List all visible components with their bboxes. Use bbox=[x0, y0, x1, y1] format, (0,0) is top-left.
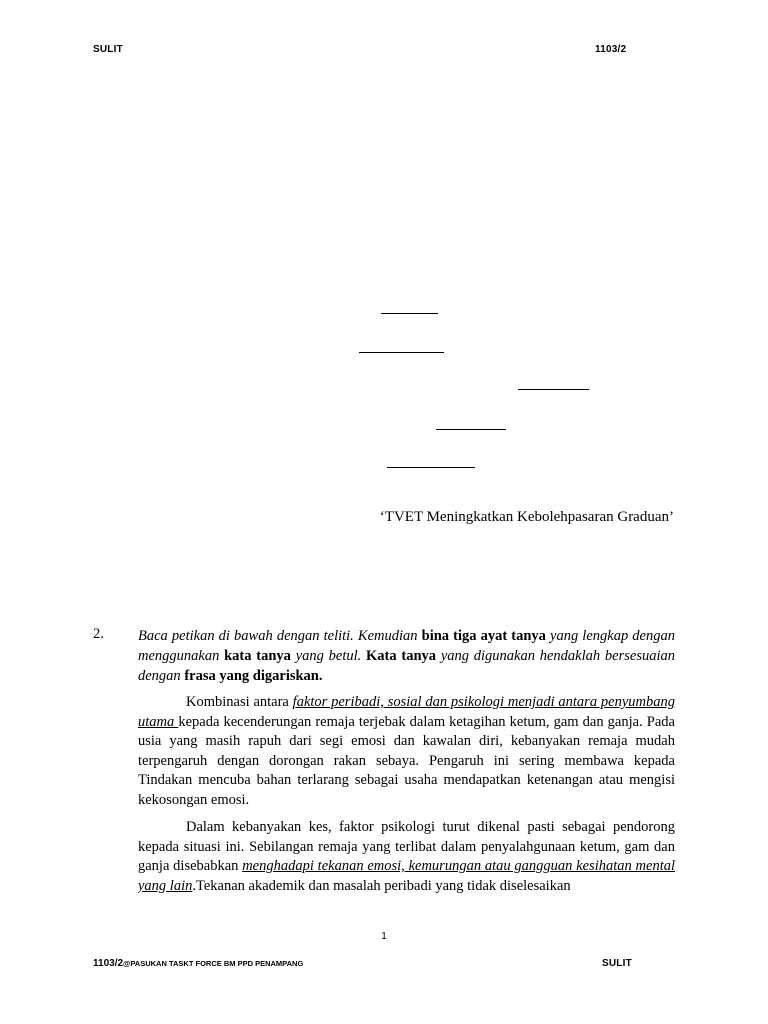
instruction-part: yang digunakan hendaklah bersesuaian dengan bbox=[138, 648, 675, 684]
paragraph-text: Kombinasi antara bbox=[186, 694, 293, 710]
instruction-part: kata tanya bbox=[224, 648, 291, 664]
question-instruction bbox=[138, 626, 675, 686]
section-title: ‘TVET Meningkatkan Kebolehpasaran Graduan’ bbox=[379, 509, 674, 525]
instruction-part: yang lengkap dengan menggunakan bbox=[138, 628, 675, 664]
footer-left bbox=[93, 958, 303, 969]
paragraph-text: .Tekanan akademik dan masalah peribadi yang tidak diselesaikan bbox=[192, 877, 571, 894]
instruction-part: frasa yang digariskan. bbox=[184, 668, 323, 684]
blank-line-4 bbox=[436, 429, 506, 430]
blank-line-2 bbox=[359, 352, 444, 353]
footer-right-label: SULIT bbox=[602, 958, 632, 969]
page-number: 1 bbox=[381, 931, 387, 942]
instruction-part: bina tiga ayat tanya bbox=[421, 628, 546, 644]
header-left-label: SULIT bbox=[93, 44, 123, 55]
header-right-code: 1103/2 bbox=[595, 44, 627, 55]
blank-line-3 bbox=[518, 389, 589, 390]
underlined-phrase: menghadapi tekanan emosi, kemurungan atau gangguan kesihatan mental yang lain bbox=[138, 858, 675, 894]
footer-code: 1103/2 bbox=[93, 958, 124, 969]
blank-line-1 bbox=[381, 313, 438, 314]
paragraph-text: Dalam kebanyakan kes, faktor psikologi turut dikenal pasti sebagai pendorong kepada situasi ini. Sebilangan remaja yang terlibat dalam penyalahgunaan ketum, gam dan ganja disebabkan bbox=[138, 819, 675, 874]
paragraph-text: kepada kecenderungan remaja terjebak dalam ketagihan ketum, gam dan ganja. Pada usia yang masih rapuh dari segi emosi dan kawalan diri, kebanyakan remaja mudah terpengaruh dengan dorongan rakan sebaya. Pengaruh ini sering membawa kepada Tindakan mencuba bahan terlarang sebagai usaha mendapatkan ketenangan atau mengisi kekosongan emosi. bbox=[138, 713, 675, 808]
passage-paragraph-1 bbox=[138, 693, 675, 810]
instruction-part: yang betul. bbox=[290, 648, 362, 664]
footer-credit: @PASUKAN TASKT FORCE BM PPD PENAMPANG bbox=[123, 959, 304, 968]
instruction-part: Baca petikan di bawah dengan teliti. Kemudian bbox=[138, 628, 422, 644]
passage-paragraph-2 bbox=[138, 818, 675, 898]
question-number: 2. bbox=[93, 626, 104, 642]
underlined-phrase: faktor peribadi, sosial dan psikologi menjadi antara penyumbang utama bbox=[138, 694, 675, 730]
instruction-part: Kata tanya bbox=[361, 648, 437, 664]
blank-line-5 bbox=[387, 467, 475, 468]
